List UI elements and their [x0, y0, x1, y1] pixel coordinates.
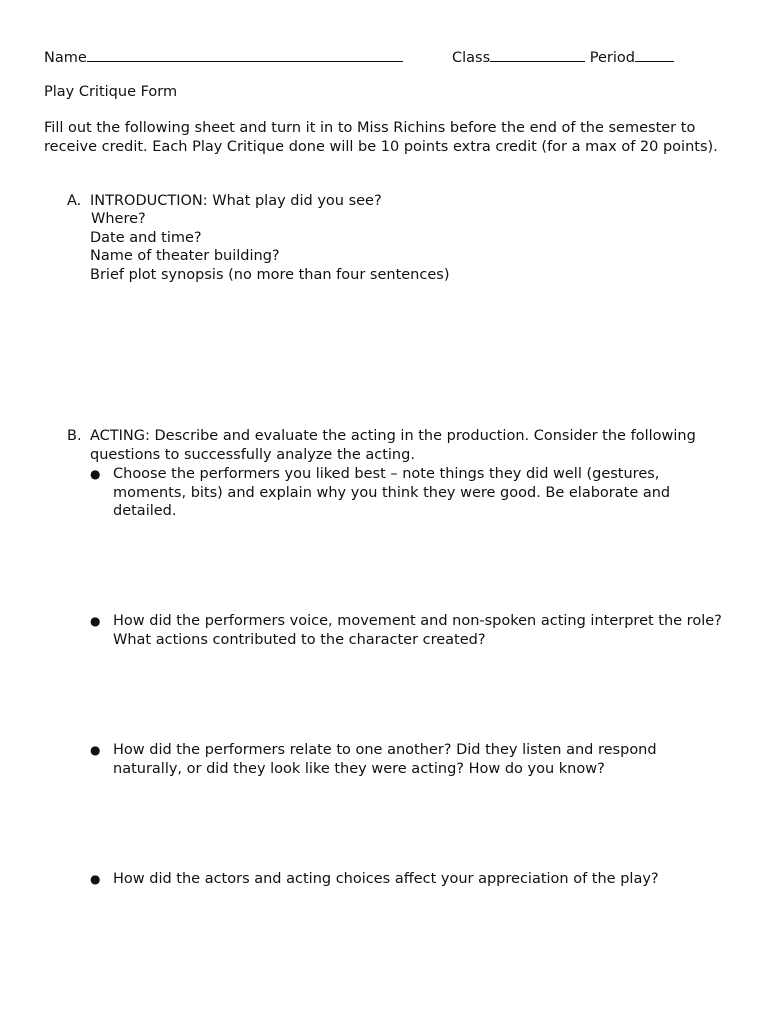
bullet-text: Choose the performers you liked best – note things they did well (gestures, moments, bits) and explain why you think they were good. Be elaborate and detailed. — [113, 466, 671, 519]
section-a-heading: INTRODUCTION: What play did you see? — [90, 193, 382, 209]
bullet-text: How did the actors and acting choices affect your appreciation of the play? — [113, 871, 659, 887]
question-theater-building: Name of theater building? — [90, 248, 280, 264]
question-plot-synopsis: Brief plot synopsis (no more than four sentences) — [90, 266, 450, 283]
period-input-line[interactable] — [635, 47, 674, 62]
list-item — [90, 870, 730, 889]
section-b-letter: B. — [67, 428, 82, 444]
list-item — [90, 612, 730, 649]
question-date-time: Date and time? — [90, 229, 202, 246]
class-label: Class — [452, 50, 491, 66]
name-input-line[interactable] — [87, 47, 403, 62]
page-title: Play Critique Form — [44, 84, 178, 100]
class-period-row — [452, 47, 674, 68]
bullet-text: How did the performers voice, movement and non-spoken acting interpret the role? What actions contributed to the character created? — [113, 613, 722, 648]
period-label: Period — [589, 50, 635, 66]
list-item — [90, 465, 730, 521]
class-input-line[interactable] — [490, 47, 585, 62]
bullet-icon: ● — [90, 872, 101, 886]
instructions-paragraph: Fill out the following sheet and turn it in to Miss Richins before the end of the semester to receive credit. Each Play Critique done will be 10 points extra credit (for a max of 20 points). — [44, 120, 718, 155]
section-a-questions — [90, 210, 449, 284]
section-a-letter: A. — [67, 193, 82, 209]
bullet-icon: ● — [90, 743, 101, 757]
name-field-row — [44, 47, 403, 68]
bullet-icon: ● — [90, 614, 101, 628]
name-label: Name — [44, 50, 87, 66]
section-b-intro: ACTING: Describe and evaluate the acting in the production. Consider the following questions to successfully analyze the acting. — [90, 428, 696, 463]
list-item — [90, 741, 730, 778]
bullet-text: How did the performers relate to one another? Did they listen and respond naturally, or did they look like they were acting? How do you know? — [113, 742, 657, 777]
question-where: Where? — [91, 211, 146, 227]
bullet-icon: ● — [90, 467, 101, 481]
